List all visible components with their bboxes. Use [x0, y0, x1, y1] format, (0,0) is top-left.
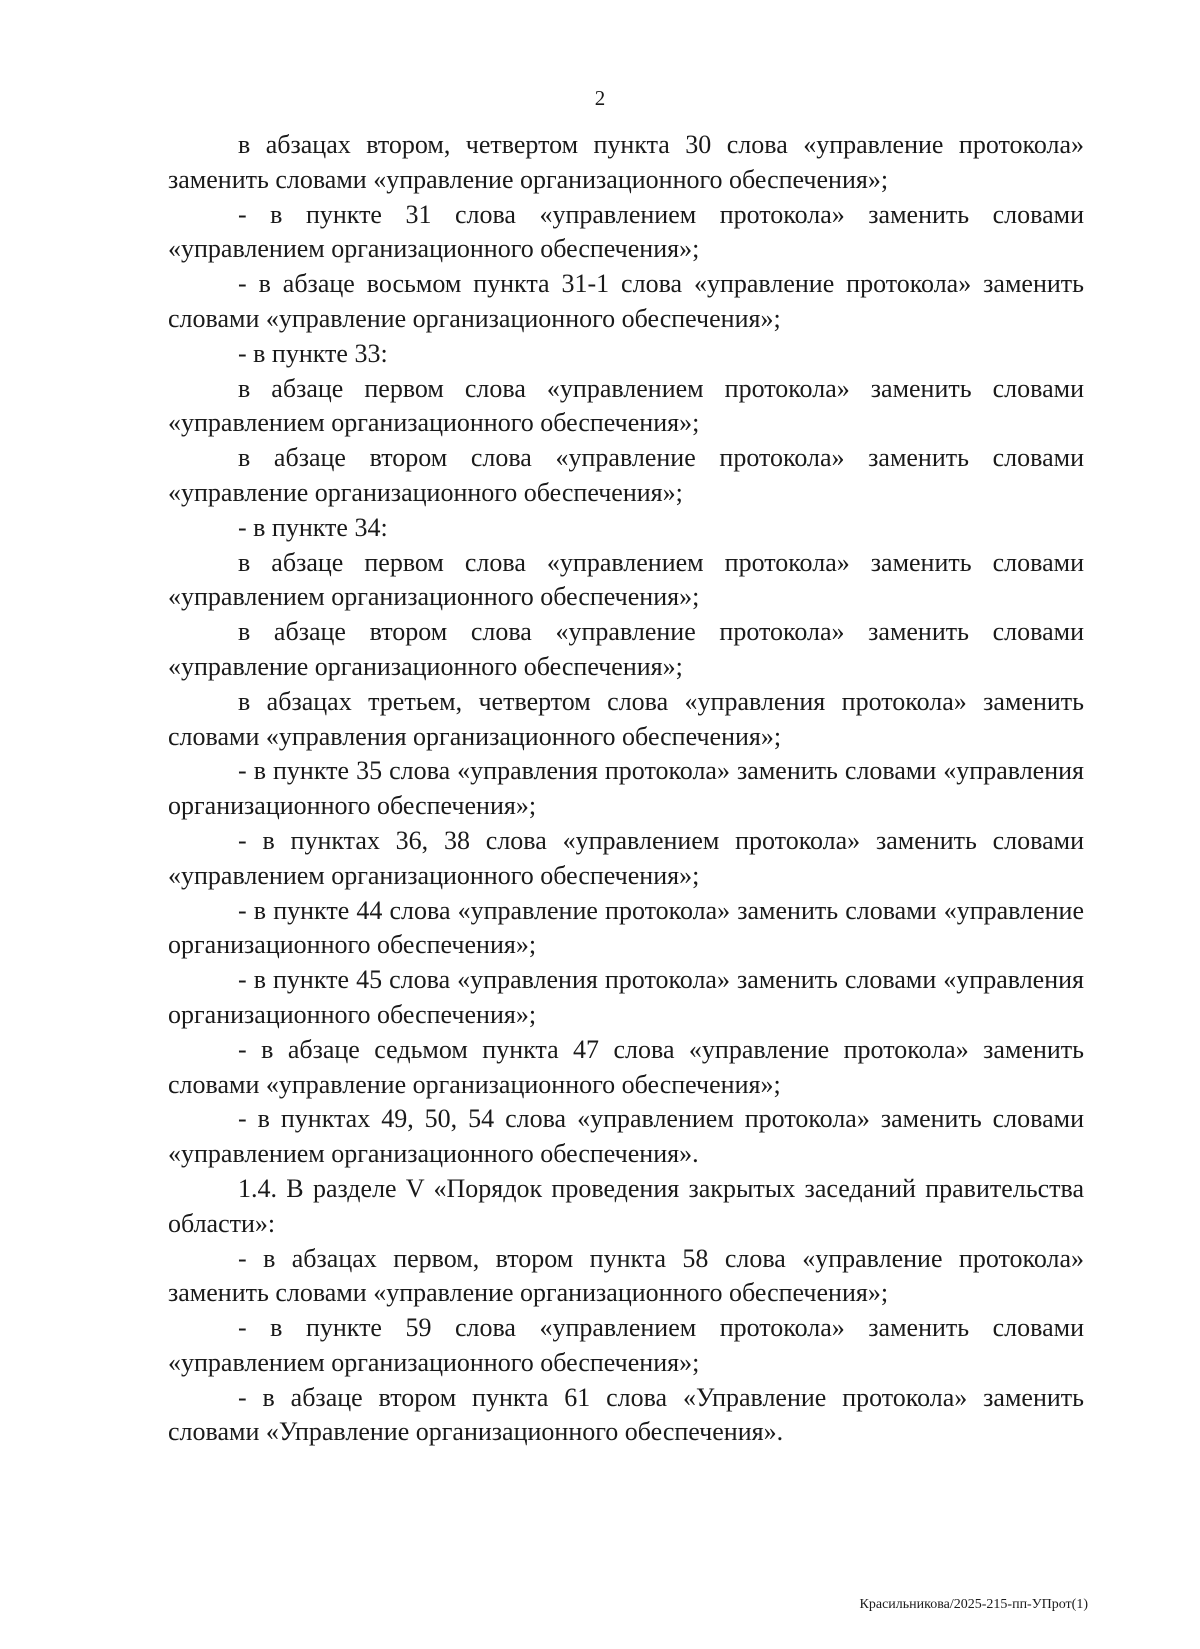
paragraph-3: - в абзаце восьмом пункта 31-1 слова «управление протокола» заменить словами «управление организационного обеспечения»; [168, 269, 1084, 333]
paragraph-18: - в абзацах первом, втором пункта 58 слова «управление протокола» заменить словами «управление организационного обеспечения»; [168, 1243, 1084, 1308]
paragraph-4: - в пункте 33: [238, 338, 388, 368]
paragraph-13: - в пункте 44 слова «управление протокола» заменить словами «управление организационного обеспечения»; [168, 895, 1084, 960]
paragraph-20: - в абзаце втором пункта 61 слова «Управление протокола» заменить словами «Управление организационного обеспечения». [168, 1382, 1084, 1447]
section-heading-paragraph: 1.4. В разделе V «Порядок проведения закрытых заседаний правительства области»: [168, 1173, 1084, 1238]
paragraph-12: - в пунктах 36, 38 слова «управлением протокола» заменить словами «управлением организационного обеспечения»; [168, 825, 1084, 890]
paragraph-8: в абзаце первом слова «управлением протокола» заменить словами «управлением организационного обеспечения»; [168, 547, 1084, 612]
paragraph-2: - в пункте 31 слова «управлением протокола» заменить словами «управлением организационного обеспечения»; [168, 199, 1084, 264]
document-reference-footer: Красильникова/2025-215-пп-УПрот(1) [859, 1597, 1088, 1612]
paragraph-14: - в пункте 45 слова «управления протокола» заменить словами «управления организационного обеспечения»; [168, 965, 1084, 1029]
paragraph-7: - в пункте 34: [238, 512, 388, 542]
paragraph-16: - в пунктах 49, 50, 54 слова «управлением протокола» заменить словами «управлением организационного обеспечения». [168, 1104, 1084, 1169]
paragraph-10: в абзацах третьем, четвертом слова «управления протокола» заменить словами «управления организационного обеспечения»; [168, 686, 1084, 751]
paragraph-11: - в пункте 35 слова «управления протокола» заменить словами «управления организационного обеспечения»; [168, 756, 1084, 821]
paragraph-1: в абзацах втором, четвертом пункта 30 слова «управление протокола» заменить словами «управление организационного обеспечения»; [168, 130, 1084, 194]
document-body [168, 128, 1084, 1450]
page-number: 2 [594, 86, 606, 110]
paragraph-19: - в пункте 59 слова «управлением протокола» заменить словами «управлением организационного обеспечения»; [168, 1313, 1084, 1377]
paragraph-15: - в абзаце седьмом пункта 47 слова «управление протокола» заменить словами «управление организационного обеспечения»; [168, 1034, 1084, 1099]
paragraph-5: в абзаце первом слова «управлением протокола» заменить словами «управлением организационного обеспечения»; [168, 373, 1084, 438]
paragraph-9: в абзаце втором слова «управление протокола» заменить словами «управление организационного обеспечения»; [168, 617, 1084, 681]
paragraph-6: в абзаце втором слова «управление протокола» заменить словами «управление организационного обеспечения»; [168, 443, 1084, 507]
